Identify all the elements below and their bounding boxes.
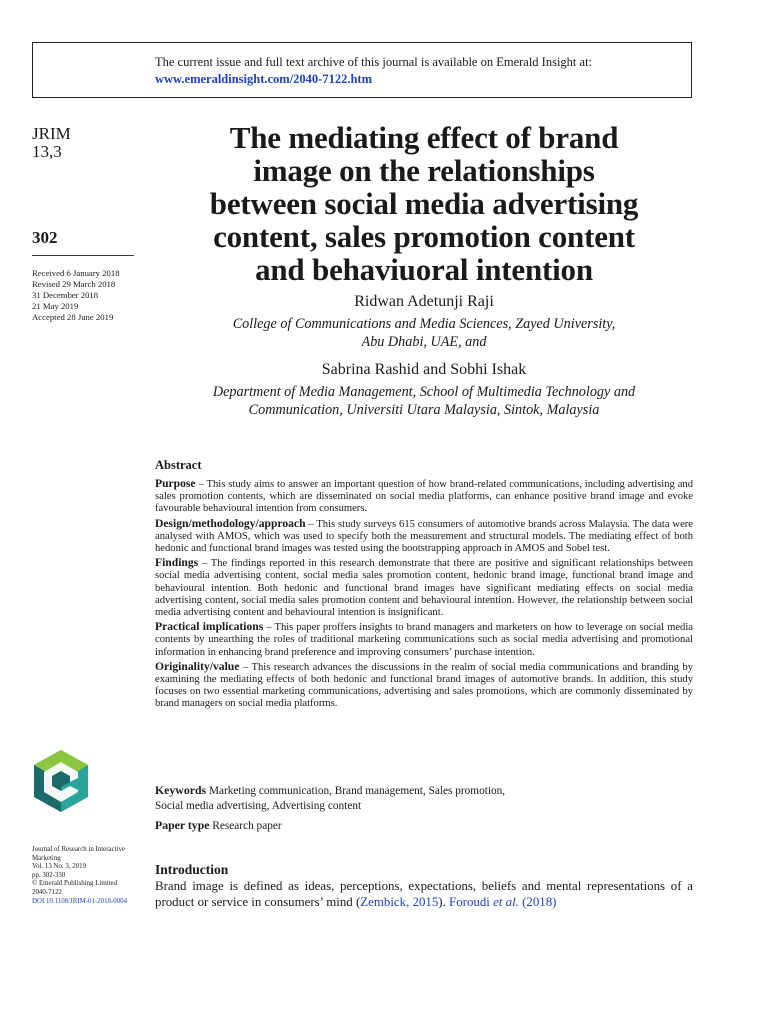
dash: – bbox=[239, 661, 252, 673]
page-number-rule bbox=[32, 255, 134, 256]
title-line-3: between social media advertising bbox=[209, 186, 639, 221]
section-text: The findings reported in this research demonstrate that there are positive and significant relationships between social media advertising content, social media sales promotion content, hedonic brand image, functional brand image and behavioural intention. Both hedonic and functional brand images have significant mediating effects on social media advertising content, social media sales promotion content and behavioural intention. However, the relationship between social media advertising content and behavioural intention is insignificant. bbox=[155, 558, 693, 619]
journal-name-line-1: Journal of Research in Interactive bbox=[32, 846, 125, 853]
abstract-section bbox=[155, 661, 693, 711]
section-text: This paper proffers insights to brand managers and marketers on how to leverage on social media contents by unearthing the roles of traditional marketing communications such as social media advertising and promotional information in enhancing brand preference and improving consumers’ purchase intention. bbox=[155, 622, 693, 658]
author-joiner: and bbox=[423, 361, 447, 378]
abstract-section bbox=[155, 621, 693, 659]
citation-etal: et al. bbox=[493, 894, 519, 909]
keywords-text: Marketing communication, Brand management, Sales promotion, bbox=[208, 785, 506, 797]
affiliation-line: Communication, Universiti Utara Malaysia, Sintok, Malaysia bbox=[248, 402, 600, 418]
article-dates bbox=[32, 268, 120, 323]
date-accepted: Accepted 28 June 2019 bbox=[32, 312, 114, 322]
section-text: This study surveys 615 consumers of automotive brands across Malaysia. The data were analysed with AMOS, which was used to specify both the measurement and structural models. The mediating effect of both hedonic and functional brand images was tested using the bootstrapping approach in AMOS and Sobel test. bbox=[155, 518, 693, 555]
citation-author: Foroudi bbox=[449, 894, 490, 909]
dash: – bbox=[305, 518, 317, 530]
section-label: Findings bbox=[155, 556, 199, 570]
introduction-heading: Introduction bbox=[155, 862, 229, 877]
affiliation-line: Abu Dhabi, UAE, and bbox=[361, 334, 487, 350]
date-revised-1: Revised 29 March 2018 bbox=[32, 279, 116, 289]
author-affiliation bbox=[155, 383, 693, 419]
citation-link[interactable] bbox=[449, 895, 556, 909]
journal-abbrev: JRIM bbox=[32, 124, 71, 143]
abstract-section bbox=[155, 478, 693, 516]
title-line-2: image on the relationships bbox=[253, 153, 595, 188]
journal-url-link[interactable]: www.emeraldinsight.com/2040-7122.htm bbox=[155, 72, 372, 86]
paper-type-value: Research paper bbox=[212, 820, 282, 832]
dash: – bbox=[198, 558, 211, 570]
section-text: This research advances the discussions in the realm of social media communications and branding by examining the mediating effects of both hedonic and functional brand images of automotive brands. In addition, this study focuses on two essential marketing communications, advertising and sales promotions, which are commonly disseminated by brand managers on social media platforms. bbox=[155, 661, 694, 710]
intro-body: Brand image is defined as ideas, perceptions, expectations, beliefs and mental representations of a product or service in consumers’ mind ( bbox=[155, 879, 693, 909]
paper-type bbox=[155, 818, 282, 833]
volume-issue: 13,3 bbox=[32, 142, 62, 161]
journal-banner bbox=[32, 42, 692, 98]
doi-link[interactable]: DOI 10.1108/JRIM-01-2018-0004 bbox=[32, 897, 128, 905]
journal-code bbox=[32, 125, 71, 161]
emerald-logo-icon bbox=[31, 748, 91, 814]
abstract-section bbox=[155, 557, 693, 619]
dash: – bbox=[195, 479, 207, 490]
author-name: Sabrina Rashid bbox=[321, 361, 420, 378]
affiliation-line: Department of Media Management, School of Multimedia Technology and bbox=[212, 384, 636, 400]
journal-copyright: © Emerald Publishing Limited bbox=[32, 880, 118, 888]
banner-text: The current issue and full text archive of this journal is available on Emerald Insight at: bbox=[155, 55, 593, 69]
dash: – bbox=[263, 622, 275, 634]
keywords bbox=[155, 783, 693, 813]
date-revised-3: 21 May 2019 bbox=[32, 301, 79, 311]
keywords-line bbox=[155, 783, 693, 799]
date-received: Received 6 January 2018 bbox=[32, 268, 120, 278]
citation-year: (2018) bbox=[518, 894, 557, 909]
abstract-heading: Abstract bbox=[155, 458, 202, 472]
abstract-section bbox=[155, 518, 693, 556]
keywords-label: Keywords bbox=[155, 783, 207, 797]
journal-pages: pp. 302-330 bbox=[32, 871, 66, 879]
section-label: Originality/value bbox=[155, 659, 240, 673]
date-revised-2: 31 December 2018 bbox=[32, 290, 99, 300]
author-names bbox=[155, 361, 693, 379]
citation-link[interactable]: Zembick, 2015 bbox=[360, 894, 439, 909]
section-label: Practical implications bbox=[155, 620, 264, 634]
title-line-4: content, sales promotion content bbox=[213, 219, 635, 254]
section-label: Design/methodology/approach bbox=[155, 516, 306, 530]
paper-type-label: Paper type bbox=[155, 818, 210, 832]
abstract-body bbox=[155, 478, 693, 713]
intro-body: ). bbox=[438, 894, 450, 909]
section-text: This study aims to answer an important question of how brand-related communications, including advertising and sales promotion contents, which are disseminated on social media platforms, can enhance positive brand image and evoke favourable behavioural intention from consumers. bbox=[155, 479, 694, 515]
title-line-5: and behaviuoral intention bbox=[255, 252, 593, 287]
introduction-text bbox=[155, 879, 693, 910]
page-number: 302 bbox=[32, 228, 58, 247]
title-line-1: The mediating effect of brand bbox=[229, 120, 619, 155]
journal-name-line-2: Marketing bbox=[32, 854, 61, 862]
author-name: Sobhi Ishak bbox=[450, 361, 527, 378]
section-label: Purpose bbox=[155, 477, 196, 490]
journal-volume: Vol. 13 No. 3, 2019 bbox=[32, 863, 87, 871]
keywords-text: Social media advertising, Advertising content bbox=[155, 799, 362, 812]
author-affiliation bbox=[155, 315, 693, 351]
affiliation-line: College of Communications and Media Sciences, Zayed University, bbox=[232, 316, 616, 332]
journal-info bbox=[32, 846, 127, 906]
author-name: Ridwan Adetunji Raji bbox=[354, 293, 494, 310]
journal-issn: 2040-7122 bbox=[32, 888, 62, 896]
article-title bbox=[155, 121, 693, 286]
